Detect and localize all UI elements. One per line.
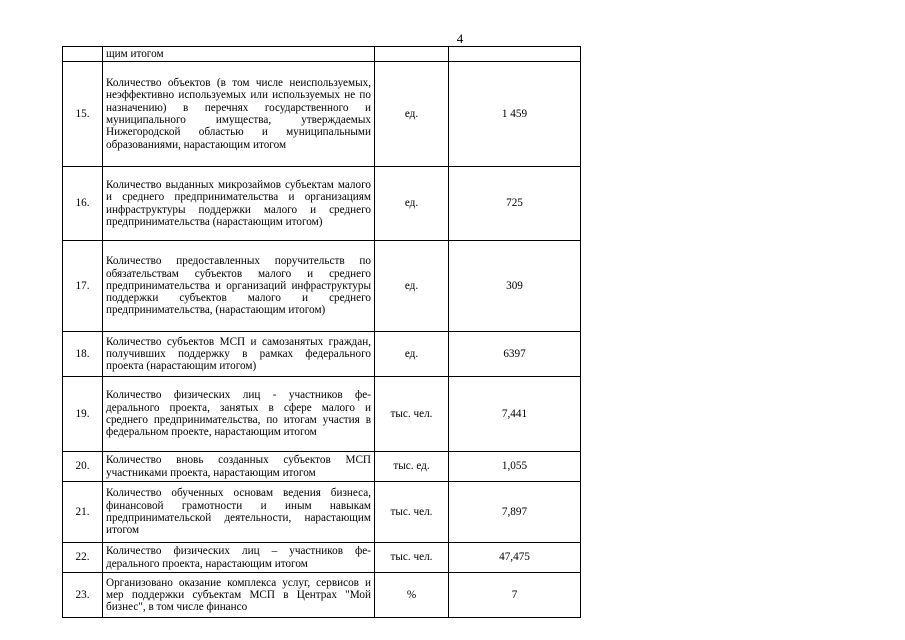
- table-row: [63, 332, 581, 377]
- row-number: 17.: [63, 241, 103, 332]
- row-number: 21.: [63, 482, 103, 543]
- row-number: 18.: [63, 332, 103, 377]
- row-value: 6397: [449, 332, 581, 377]
- table-row: [63, 167, 581, 241]
- row-number: 15.: [63, 62, 103, 167]
- row-unit: [375, 47, 449, 62]
- row-value: 7,441: [449, 377, 581, 452]
- table-row: [63, 241, 581, 332]
- row-number: 16.: [63, 167, 103, 241]
- table-row: [63, 573, 581, 618]
- row-value: 7,897: [449, 482, 581, 543]
- row-value: [449, 47, 581, 62]
- table-row: [63, 452, 581, 482]
- row-unit: тыс. чел.: [375, 377, 449, 452]
- row-number: 19.: [63, 377, 103, 452]
- indicators-table: [62, 46, 581, 618]
- row-value: 7: [449, 573, 581, 618]
- row-number: [63, 47, 103, 62]
- table-row: [63, 482, 581, 543]
- table-row: [63, 543, 581, 573]
- row-value: 309: [449, 241, 581, 332]
- table-row: [63, 47, 581, 62]
- row-description: Количество обученных основам ведения бизнеса, финансовой грамотности и иным навыкам предпринимательской деятельности, нарастающим итогом: [103, 482, 375, 543]
- page-number: 4: [456, 31, 464, 46]
- row-number: 22.: [63, 543, 103, 573]
- row-description: Количество объектов (в том числе неиспользуемых, неэффективно используемых или используемых не по назначению) в перечнях государственного и муниципального имущества, утверждаемых Нижегородской областью и муниципальными образованиями, нарастающим итогом: [103, 62, 375, 167]
- row-value: 725: [449, 167, 581, 241]
- row-unit: ед.: [375, 241, 449, 332]
- row-value: 1 459: [449, 62, 581, 167]
- row-unit: %: [375, 573, 449, 618]
- row-description: Количество предоставленных поручительств по обязательствам субъектов малого и среднего предпринимательства и организаций инфраструктуры поддержки субъектов малого и среднего предпринимательства, (нарастающим итогом): [103, 241, 375, 332]
- row-unit: тыс. ед.: [375, 452, 449, 482]
- row-description: Количество выданных микрозаймов субъектам малого и среднего предпринимательства и организациям инфраструктуры поддержки малого и среднего предпринимательства (нарастающим итогом): [103, 167, 375, 241]
- row-unit: тыс. чел.: [375, 543, 449, 573]
- row-value: 1,055: [449, 452, 581, 482]
- row-description: Количество физических лиц - участников федерального проекта, занятых в сфере малого и среднего предпринимательства, по итогам участия в федеральном проекте, нарастающим итогом: [103, 377, 375, 452]
- table-row: [63, 377, 581, 452]
- row-unit: ед.: [375, 167, 449, 241]
- row-number: 23.: [63, 573, 103, 618]
- row-number: 20.: [63, 452, 103, 482]
- row-description: Организовано оказание комплекса услуг, сервисов и мер поддержки субъектам МСП в Центрах "Мой бизнес", в том числе финансо: [103, 573, 375, 618]
- row-unit: ед.: [375, 62, 449, 167]
- row-unit: тыс. чел.: [375, 482, 449, 543]
- row-description: Количество вновь созданных субъектов МСП участниками проекта, нарастающим итогом: [103, 452, 375, 482]
- row-description: щим итогом: [103, 47, 375, 62]
- row-description: Количество физических лиц – участников федерального проекта, нарастающим итогом: [103, 543, 375, 573]
- row-unit: ед.: [375, 332, 449, 377]
- table-row: [63, 62, 581, 167]
- row-value: 47,475: [449, 543, 581, 573]
- row-description: Количество субъектов МСП и самозанятых граждан, получивших поддержку в рамках федерального проекта (нарастающим итогом): [103, 332, 375, 377]
